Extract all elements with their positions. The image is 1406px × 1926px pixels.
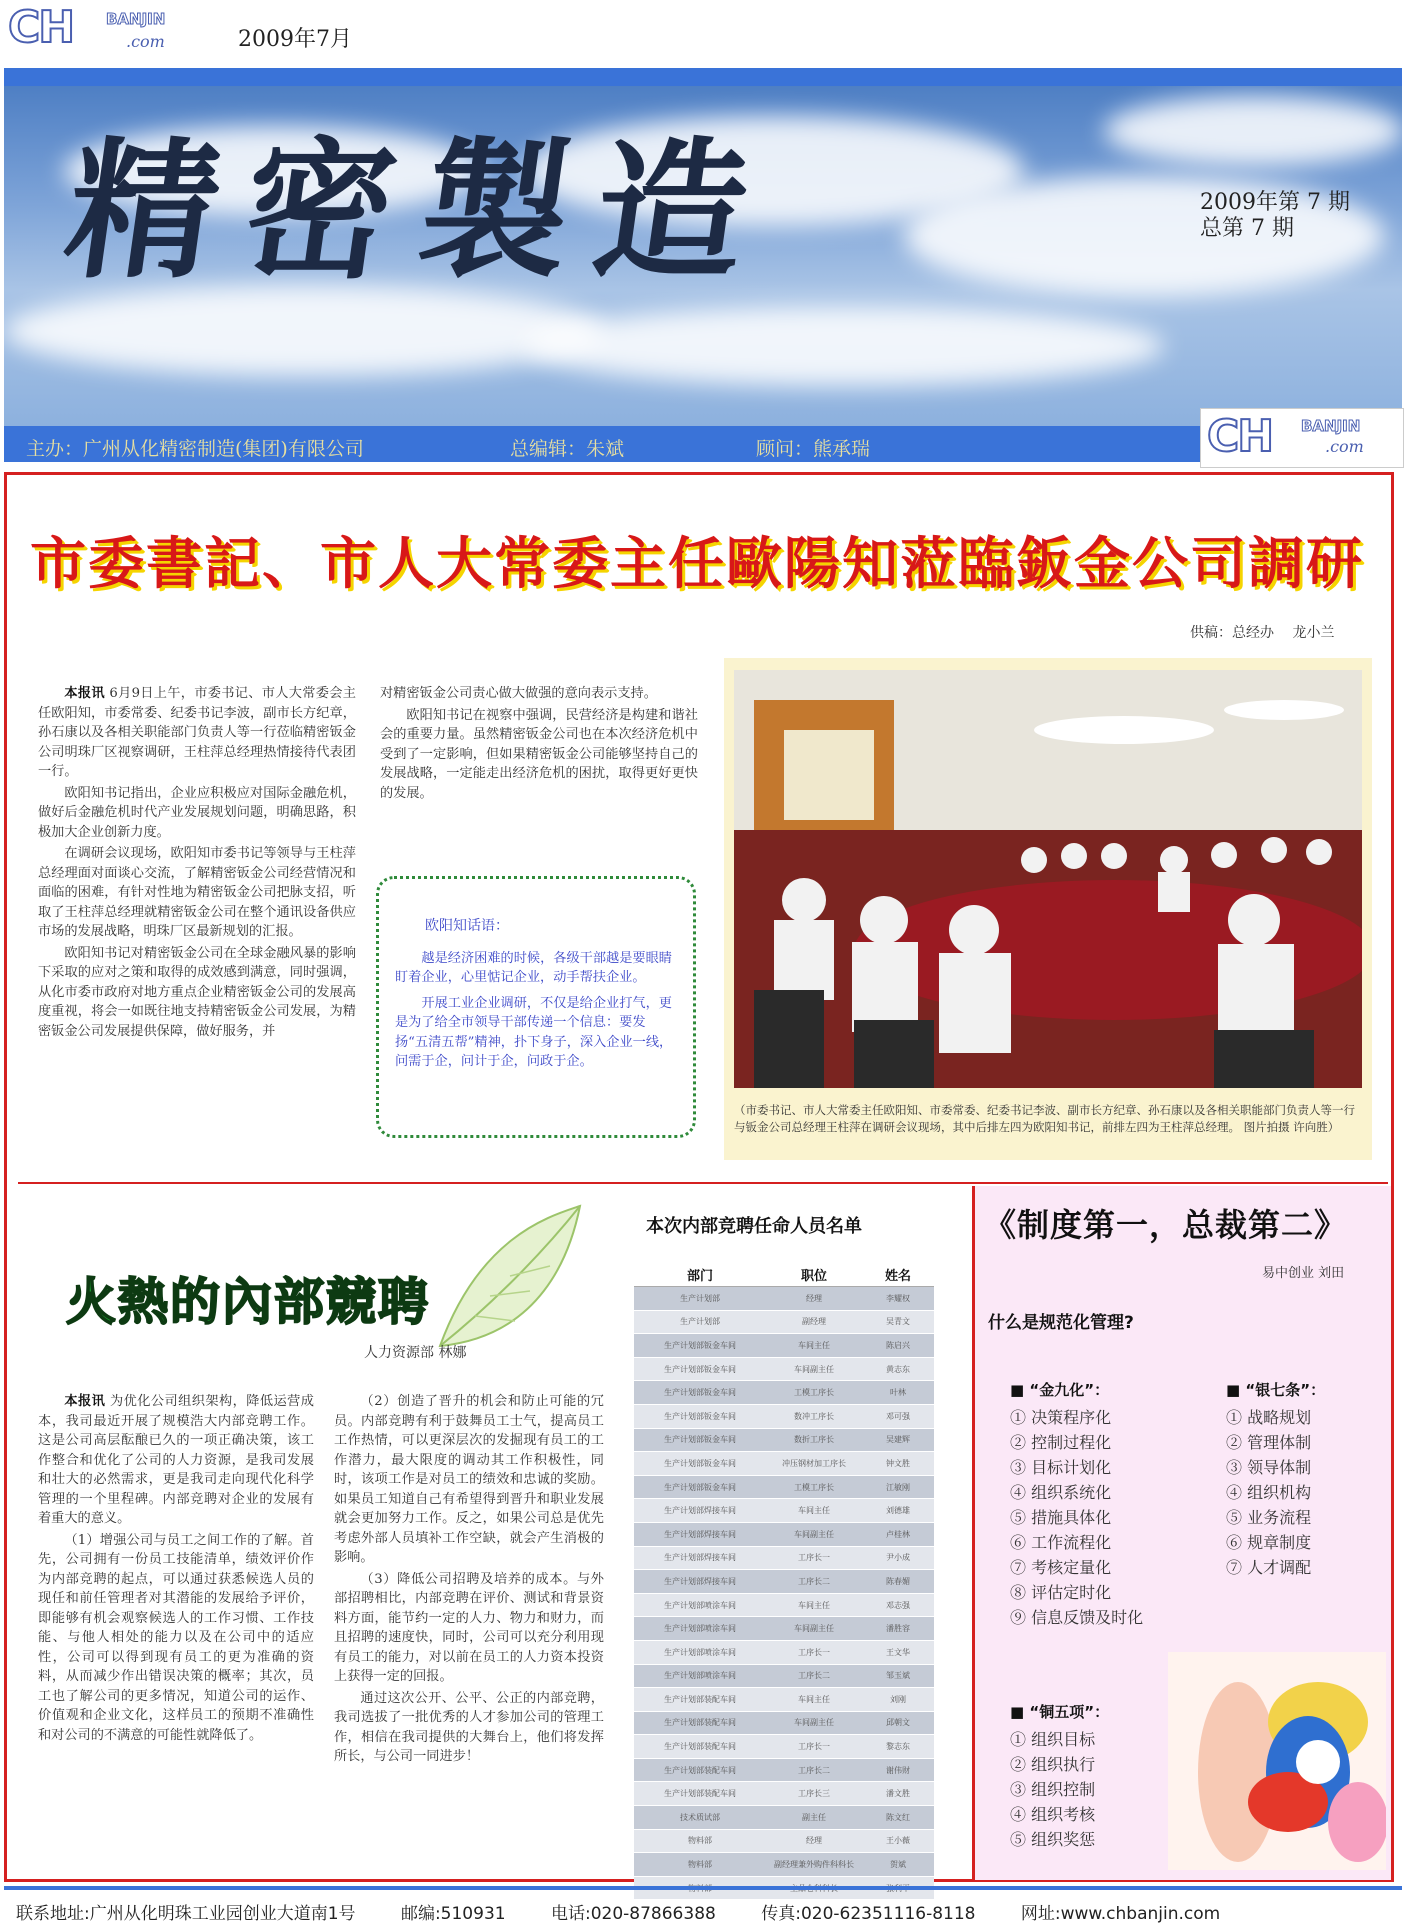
roster-cell-position: 数冲工序长 bbox=[766, 1404, 862, 1428]
issue-number bbox=[1200, 190, 1350, 242]
logo-ch-text: CH bbox=[8, 2, 74, 53]
roster-cell-name: 邓可强 bbox=[862, 1404, 934, 1428]
paragraph: （2）创造了晋升的机会和防止可能的冗员。内部竞聘有利于鼓舞员工士气，提高员工工作热情，可以更深层次的发掘现有员工的工作潜力，最大限度的调动其工作积极性，同时，该项工作是对员工的绩效和忠诚的奖励。如果员工知道自己有希望得到晋升和职业发展就会更加努力工作。反之，如果公司总是优先考虑外部人员填补工作空缺，就会产生消极的影响。 bbox=[334, 1394, 604, 1565]
paragraph: 欧阳知书记指出，企业应积极应对国际金融危机，做好后金融危机时代产业发展规划问题，明确思路，积极加大企业创新力度。 bbox=[38, 785, 356, 840]
table-row bbox=[634, 1499, 934, 1523]
section-divider bbox=[18, 1182, 1388, 1184]
banner-logo-ch: CH bbox=[1207, 411, 1273, 462]
roster-header-name: 姓名 bbox=[862, 1262, 934, 1287]
table-row bbox=[634, 1782, 934, 1806]
paragraph: 在调研会议现场，欧阳知市委书记等领导与王柱萍总经理面对面谈心交流，了解精密钣金公司经营情况和面临的困难，有针对性地为精密钣金公司把脉支招，听取了王柱萍总经理就精密钣金公司在整个通讯设备供应市场的发展战略，明珠厂区最新规划的汇报。 bbox=[38, 846, 356, 939]
roster-cell-position: 工序长一 bbox=[766, 1546, 862, 1570]
roster-cell-position: 数折工序长 bbox=[766, 1428, 862, 1452]
article2-column-2 bbox=[334, 1392, 604, 1769]
paragraph: 对精密钣金公司责心做大做强的意向表示支持。 bbox=[380, 686, 657, 701]
roster-cell-position: 工序长二 bbox=[766, 1758, 862, 1782]
list-item: ③ 组织控制 bbox=[1010, 1780, 1096, 1799]
list-item: ⑧ 评估定时化 bbox=[1010, 1583, 1112, 1602]
roster-cell-name: 陈文红 bbox=[862, 1806, 934, 1830]
roster-table bbox=[634, 1262, 934, 1900]
roster-cell-name: 李耀权 bbox=[862, 1287, 934, 1311]
article1-column-1 bbox=[38, 684, 356, 1043]
list-item: ⑤ 措施具体化 bbox=[1010, 1508, 1112, 1527]
table-row bbox=[634, 1640, 934, 1664]
table-row bbox=[634, 1404, 934, 1428]
roster-cell-position: 车间副主任 bbox=[766, 1522, 862, 1546]
roster-cell-position: 副经理兼外购件科科长 bbox=[766, 1853, 862, 1877]
roster-cell-dept: 生产计划部装配车间 bbox=[634, 1735, 766, 1759]
table-row bbox=[634, 1310, 934, 1334]
header-date: 2009年7月 bbox=[238, 27, 352, 52]
table-row bbox=[634, 1334, 934, 1358]
paragraph: 欧阳知书记在视察中强调，民营经济是构建和谐社会的重要力量。虽然精密钣金公司也在本次经济危机中受到了一定影响，但如果精密钣金公司能够坚持自己的发展战略，一定能走出经济危机的困扰，取得更好更快的发展。 bbox=[380, 707, 698, 801]
meeting-photo-image bbox=[734, 670, 1362, 1088]
roster-cell-name: 钟文胜 bbox=[862, 1452, 934, 1476]
roster-cell-dept: 生产计划部钣金车间 bbox=[634, 1357, 766, 1381]
roster-cell-position: 副主任 bbox=[766, 1806, 862, 1830]
article3-byline: 易中创业 刘田 bbox=[1262, 1266, 1345, 1281]
top-blue-strip bbox=[4, 68, 1402, 86]
roster-cell-name: 尹小成 bbox=[862, 1546, 934, 1570]
roster-cell-position: 工序长二 bbox=[766, 1570, 862, 1594]
roster-cell-dept: 生产计划部钣金车间 bbox=[634, 1404, 766, 1428]
logo-banjin-text: BANJIN bbox=[106, 10, 166, 28]
paragraph: 通过这次公开、公平、公正的内部竞聘，我司选拔了一批优秀的人才参加公司的管理工作，相信在我司提供的大舞台上，他们将发挥所长，与公司一同进步！ bbox=[334, 1690, 604, 1764]
roster-cell-position: 工模工序长 bbox=[766, 1475, 862, 1499]
advisor-text: 顾问：熊承瑞 bbox=[756, 438, 871, 460]
roster-cell-dept: 生产计划部装配车间 bbox=[634, 1711, 766, 1735]
roster-title: 本次内部竞聘任命人员名单 bbox=[646, 1216, 862, 1237]
roster-cell-dept: 生产计划部 bbox=[634, 1310, 766, 1334]
table-row bbox=[634, 1287, 934, 1311]
roster-cell-position: 经理 bbox=[766, 1829, 862, 1853]
roster-cell-position: 车间主任 bbox=[766, 1334, 862, 1358]
table-row bbox=[634, 1546, 934, 1570]
roster-cell-dept: 生产计划部焊接车间 bbox=[634, 1570, 766, 1594]
list-item: ⑥ 规章制度 bbox=[1226, 1533, 1312, 1552]
roster-cell-name: 江敏刚 bbox=[862, 1475, 934, 1499]
roster-cell-name: 陈春媚 bbox=[862, 1570, 934, 1594]
logo-com-text: .com bbox=[126, 32, 165, 51]
table-row bbox=[634, 1688, 934, 1712]
issue-line-2: 总第 7 期 bbox=[1200, 216, 1294, 241]
lead-tag: 本报讯 bbox=[64, 686, 105, 701]
roster-cell-name: 叶林 bbox=[862, 1381, 934, 1405]
table-row bbox=[634, 1570, 934, 1594]
abstract-art-icon bbox=[1168, 1652, 1386, 1870]
article1-headline: 市委書記、市人大常委主任歐陽知蒞臨鈑金公司調研 bbox=[30, 531, 1364, 597]
list-item: ② 组织执行 bbox=[1010, 1755, 1096, 1774]
footer-address: 联系地址:广州从化明珠工业园创业大道南1号 bbox=[16, 1904, 356, 1924]
list-item: ③ 领导体制 bbox=[1226, 1458, 1312, 1477]
footer-postcode: 邮编:510931 bbox=[400, 1904, 506, 1924]
roster-cell-name: 贺斌 bbox=[862, 1853, 934, 1877]
paragraph: （1）增强公司与员工之间工作的了解。首先，公司拥有一份员工技能清单，绩效评价作为内部竞聘的起点，可以通过获悉候选人员的现任和前任管理者对其潜能的发展给予评价，即能够有机会观察候选人的工作习惯、工作技能、与他人相处的能力以及在公司中的适应性，公司可以得到现有员工的更为准确的资料，从而减少作出错误决策的概率；其次，员工也了解公司的更多情况，知道公司的运作、价值观和企业文化，这样员工的预期不准确性和对公司的不满意的可能性就降低了。 bbox=[38, 1532, 314, 1743]
table-row bbox=[634, 1664, 934, 1688]
roster-cell-dept: 生产计划部钣金车间 bbox=[634, 1428, 766, 1452]
roster-cell-name: 吴青文 bbox=[862, 1310, 934, 1334]
table-row bbox=[634, 1357, 934, 1381]
list-item: ② 管理体制 bbox=[1226, 1433, 1312, 1452]
roster-cell-dept: 生产计划部装配车间 bbox=[634, 1688, 766, 1712]
roster-cell-name: 邱朝文 bbox=[862, 1711, 934, 1735]
roster-body bbox=[634, 1287, 934, 1900]
roster-cell-dept: 物料部 bbox=[634, 1829, 766, 1853]
roster-cell-position: 车间主任 bbox=[766, 1499, 862, 1523]
photo-caption: （市委书记、市人大常委主任欧阳知、市委常委、纪委书记李波、副市长方纪章、孙石康以及各相关职能部门负责人等一行与钣金公司总经理王柱萍在调研会议现场，其中后排左四为欧阳知书记，前排左四为王柱萍总经理。 图片拍摄 许向胜） bbox=[734, 1103, 1355, 1134]
list-item: ① 决策程序化 bbox=[1010, 1408, 1112, 1427]
footer-website[interactable]: 网址:www.chbanjin.com bbox=[1020, 1904, 1221, 1924]
editor-text: 总编辑：朱斌 bbox=[510, 438, 625, 460]
article3-headline: 《制度第一，总裁第二》 bbox=[984, 1206, 1348, 1244]
roster-cell-dept: 生产计划部焊接车间 bbox=[634, 1522, 766, 1546]
footer-contact bbox=[16, 1899, 1396, 1924]
footer-fax: 传真:020-62351116-8118 bbox=[761, 1904, 976, 1924]
banner-logo-banjin: BANJIN bbox=[1301, 417, 1361, 435]
list-item: ⑤ 业务流程 bbox=[1226, 1508, 1312, 1527]
roster-cell-name: 潘胜容 bbox=[862, 1617, 934, 1641]
table-row bbox=[634, 1735, 934, 1759]
list-item: ⑦ 人才调配 bbox=[1226, 1558, 1312, 1577]
roster-cell-position: 车间主任 bbox=[766, 1688, 862, 1712]
masthead-info-bar bbox=[4, 426, 1200, 462]
quote-paragraph: 开展工业企业调研，不仅是给企业打气，更是为了给全市领导干部传递一个信息：要发扬“五清五帮”精神，扑下身子，深入企业一线，问需于企，问计于企，问政于企。 bbox=[395, 995, 673, 1069]
roster-cell-name: 黎志东 bbox=[862, 1735, 934, 1759]
banner-logo bbox=[1200, 408, 1404, 468]
quote-paragraph: 越是经济困难的时候，各级干部越是要眼睛盯着企业，心里惦记企业，动手帮扶企业。 bbox=[395, 950, 672, 985]
list-bronze-five bbox=[1010, 1700, 1109, 1852]
list-item: ⑨ 信息反馈及时化 bbox=[1010, 1608, 1144, 1627]
list-silver-seven bbox=[1226, 1378, 1325, 1580]
roster-cell-dept: 生产计划部钣金车间 bbox=[634, 1334, 766, 1358]
article1-byline: 供稿：总经办 龙小兰 bbox=[1190, 625, 1335, 641]
roster-cell-position: 工序长三 bbox=[766, 1782, 862, 1806]
banner-logo-com: .com bbox=[1325, 437, 1364, 456]
lead-tag: 本报讯 bbox=[64, 1394, 106, 1409]
table-row bbox=[634, 1711, 934, 1735]
list-item: ⑦ 考核定量化 bbox=[1010, 1558, 1112, 1577]
roster-cell-name: 王文华 bbox=[862, 1640, 934, 1664]
roster-cell-dept: 物料部 bbox=[634, 1853, 766, 1877]
paragraph: 欧阳知书记对精密钣金公司在全球金融风暴的影响下采取的应对之策和取得的成效感到满意，同时强调，从化市委市政府对地方重点企业精密钣金公司的发展高度重视，将会一如既往地支持精密钣金公司发展，为精密钣金公司发展提供保障，做好服务，并 bbox=[38, 945, 356, 1039]
list-item: ② 控制过程化 bbox=[1010, 1433, 1112, 1452]
list-item: ① 组织目标 bbox=[1010, 1730, 1096, 1749]
list-item: ⑤ 组织奖惩 bbox=[1010, 1830, 1096, 1849]
roster-cell-position: 工模工序长 bbox=[766, 1381, 862, 1405]
roster-cell-name: 刘刚 bbox=[862, 1688, 934, 1712]
roster-cell-name: 王小薇 bbox=[862, 1829, 934, 1853]
list-item: ① 战略规划 bbox=[1226, 1408, 1312, 1427]
article3-question: 什么是规范化管理? bbox=[988, 1313, 1134, 1333]
roster-cell-position: 副经理 bbox=[766, 1310, 862, 1334]
top-logo bbox=[8, 2, 208, 56]
roster-cell-dept: 技术质试部 bbox=[634, 1806, 766, 1830]
roster-cell-dept: 生产计划部喷涂车间 bbox=[634, 1664, 766, 1688]
footer-phone: 电话:020-87866388 bbox=[550, 1904, 716, 1924]
roster-cell-name: 黄志东 bbox=[862, 1357, 934, 1381]
roster-cell-dept: 生产计划部钣金车间 bbox=[634, 1475, 766, 1499]
article1-column-2 bbox=[380, 684, 698, 805]
roster-cell-dept: 生产计划部喷涂车间 bbox=[634, 1593, 766, 1617]
table-row bbox=[634, 1758, 934, 1782]
roster-cell-position: 工序长一 bbox=[766, 1735, 862, 1759]
roster-cell-position: 冲压钢材加工序长 bbox=[766, 1452, 862, 1476]
roster-cell-name: 吴建辉 bbox=[862, 1428, 934, 1452]
roster-header-row bbox=[634, 1262, 934, 1287]
list-title: ■ “铜五项”： bbox=[1010, 1703, 1110, 1721]
table-row bbox=[634, 1452, 934, 1476]
roster-cell-position: 经理 bbox=[766, 1287, 862, 1311]
table-row bbox=[634, 1381, 934, 1405]
decorative-art bbox=[1168, 1652, 1386, 1870]
roster-cell-position: 车间主任 bbox=[766, 1593, 862, 1617]
article2-column-1 bbox=[38, 1392, 314, 1747]
roster-cell-name: 邓志强 bbox=[862, 1593, 934, 1617]
list-item: ④ 组织机构 bbox=[1226, 1483, 1312, 1502]
roster-cell-name: 邹玉斌 bbox=[862, 1664, 934, 1688]
roster-cell-dept: 生产计划部焊接车间 bbox=[634, 1546, 766, 1570]
roster-header-position: 职位 bbox=[766, 1262, 862, 1287]
masthead-title: 精密製造 bbox=[55, 123, 785, 299]
roster-cell-position: 工序长一 bbox=[766, 1640, 862, 1664]
roster-cell-position: 工序长二 bbox=[766, 1664, 862, 1688]
quote-box bbox=[376, 876, 696, 1138]
roster-cell-position: 车间副主任 bbox=[766, 1711, 862, 1735]
roster-cell-name: 刘德雄 bbox=[862, 1499, 934, 1523]
table-row bbox=[634, 1428, 934, 1452]
paragraph: （3）降低公司招聘及培养的成本。与外部招聘相比，内部竞聘在评价、测试和背景资料方面，能节约一定的人力、物力和财力，而且招聘的速度快，同时，公司可以充分利用现有员工的能力，对以前在员工的人力资本投资上获得一定的回报。 bbox=[334, 1571, 604, 1684]
list-gold-nine bbox=[1010, 1378, 1143, 1630]
roster-cell-dept: 生产计划部装配车间 bbox=[634, 1782, 766, 1806]
table-row bbox=[634, 1475, 934, 1499]
roster-cell-dept: 生产计划部钣金车间 bbox=[634, 1452, 766, 1476]
list-item: ③ 目标计划化 bbox=[1010, 1458, 1112, 1477]
article2-headline: 火熱的內部競聘 bbox=[66, 1273, 430, 1331]
roster-cell-position: 车间副主任 bbox=[766, 1617, 862, 1641]
paragraph: 本报讯 为优化公司组织架构，降低运营成本，我司最近开展了规模浩大内部竞聘工作。这是公司高层酝酿已久的一项正确决策，该工作整合和优化了公司的人力资源，是我司发展和壮大的必然需求，更是我司走向现代化科学管理的一个里程碑。内部竞聘对企业的发展有着重大的意义。 bbox=[38, 1394, 314, 1526]
roster-cell-name: 卢桂林 bbox=[862, 1522, 934, 1546]
table-row bbox=[634, 1853, 934, 1877]
roster-cell-dept: 生产计划部喷涂车间 bbox=[634, 1640, 766, 1664]
table-row bbox=[634, 1522, 934, 1546]
list-item: ④ 组织考核 bbox=[1010, 1805, 1096, 1824]
table-row bbox=[634, 1829, 934, 1853]
footer-line bbox=[4, 1886, 1402, 1890]
roster-header-dept: 部门 bbox=[634, 1262, 766, 1287]
roster-cell-name: 陈启兴 bbox=[862, 1334, 934, 1358]
issue-line-1: 2009年第 7 期 bbox=[1200, 190, 1350, 215]
list-item: ④ 组织系统化 bbox=[1010, 1483, 1112, 1502]
table-row bbox=[634, 1593, 934, 1617]
roster-cell-position: 车间副主任 bbox=[766, 1357, 862, 1381]
meeting-photo bbox=[734, 670, 1362, 1088]
roster-cell-name: 谢伟财 bbox=[862, 1758, 934, 1782]
roster-cell-dept: 生产计划部装配车间 bbox=[634, 1758, 766, 1782]
list-title: ■ “银七条”： bbox=[1226, 1381, 1326, 1399]
roster-cell-dept: 生产计划部钣金车间 bbox=[634, 1381, 766, 1405]
list-item: ⑥ 工作流程化 bbox=[1010, 1533, 1112, 1552]
table-row bbox=[634, 1806, 934, 1830]
sponsor-text: 主办：广州从化精密制造(集团)有限公司 bbox=[26, 438, 364, 460]
article2-byline: 人力资源部 林娜 bbox=[364, 1345, 467, 1361]
roster-cell-dept: 生产计划部焊接车间 bbox=[634, 1499, 766, 1523]
paragraph: 本报讯 6月9日上午，市委书记、市人大常委会主任欧阳知，市委常委、纪委书记李波，副市长方纪章，孙石康以及各相关职能部门负责人等一行莅临精密钣金公司明珠厂区视察调研，王柱萍总经理热情接待代表团一行。 bbox=[38, 686, 356, 779]
list-title: ■ “金九化”： bbox=[1010, 1381, 1110, 1399]
roster-cell-dept: 生产计划部 bbox=[634, 1287, 766, 1311]
quote-title: 欧阳知话语： bbox=[425, 918, 509, 934]
roster-cell-name: 潘文胜 bbox=[862, 1782, 934, 1806]
table-row bbox=[634, 1617, 934, 1641]
roster-cell-dept: 生产计划部喷涂车间 bbox=[634, 1617, 766, 1641]
